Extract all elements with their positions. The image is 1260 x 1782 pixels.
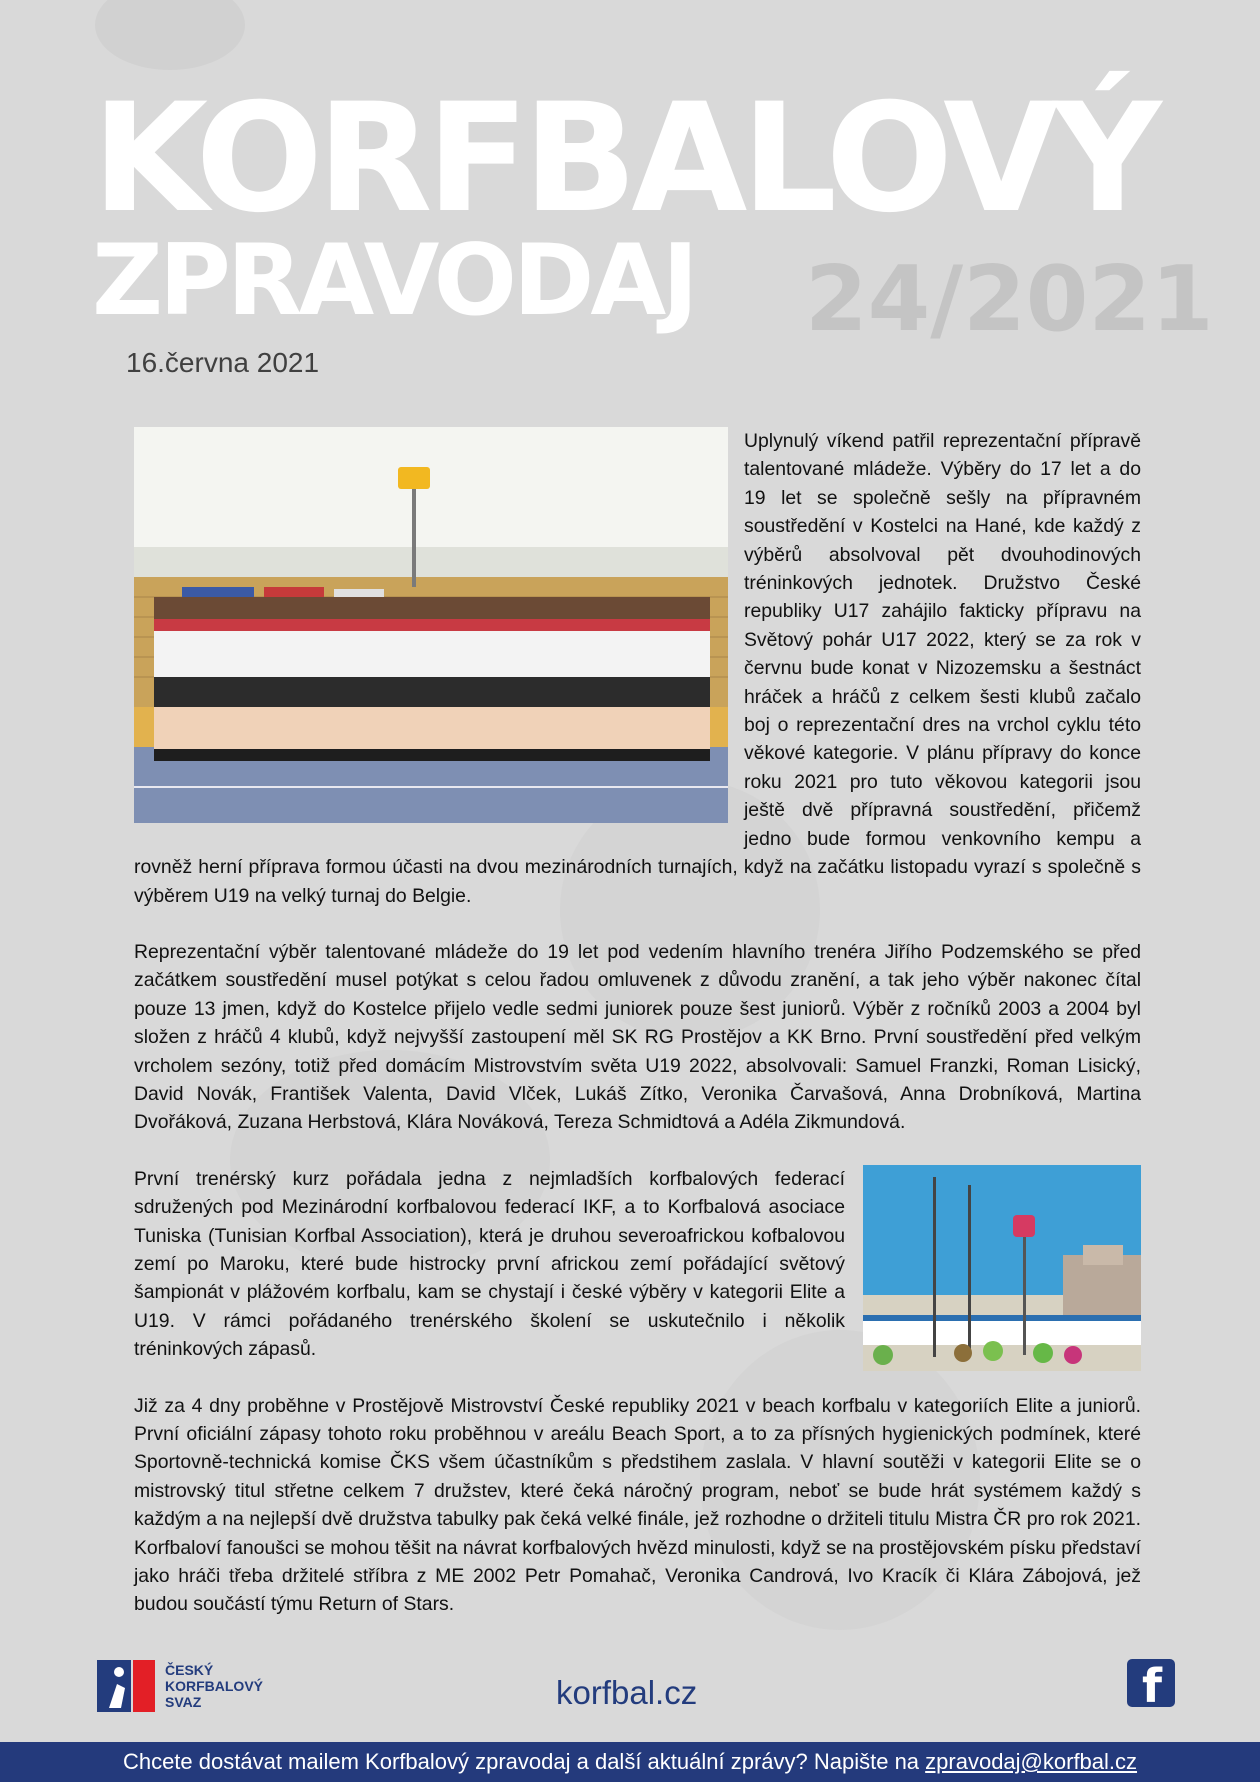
article-paragraph: Již za 4 dny proběhne v Prostějově Mistrovství České republiky 2021 v beach korfbalu v kategoriích Elite a juniorů. První oficiální zápasy tohoto roku proběhnou v areálu Beach Sport, a to za přísných hygienických podmínek, které Sportovně-technická komise ČKS všem účastníkům s předstihem zaslala. V hlavní soutěži v kategorii Elite se o mistrovský titul střetne celkem 7 družstev, které čeká náročný program, neboť se bude hrát systémem každý s každým a na nejlepší dvě družstva tabulky pak čeká velké finále, jež rozhodne o držiteli titulu Mistra ČR pro rok 2021. Korfbaloví fanoušci se mohou těšit na návrat korfbalových hvězd minulosti, když se na prostějovském písku představí jako hráči třeba držitelé stříbra z ME 2002 Petr Pomahač, Veronika Candrová, Ivo Kracík či Klára Zábojová, jež budou součástí týmu Return of Stars.: [134, 1394, 1141, 1616]
facebook-icon[interactable]: [1127, 1659, 1175, 1707]
website-link[interactable]: korfbal.cz: [556, 1674, 698, 1711]
subscribe-email-link[interactable]: zpravodaj@korfbal.cz: [925, 1749, 1138, 1774]
newsletter-content: [134, 427, 1141, 1647]
background-ball-shape: [95, 0, 245, 70]
cks-logo[interactable]: [97, 1658, 275, 1714]
subscribe-text: Chcete dostávat mailem Korfbalový zpravodaj a další aktuální zprávy? Napište na: [122, 1749, 926, 1774]
issue-number: 24/2021: [805, 247, 1214, 352]
article-paragraph: Reprezentační výběr talentované mládeže do 19 let pod vedením hlavního trenéra Jiřího Podzemského se před začátkem soustředění musel potýkat s celou řadou omluvenek z důvodu zranění, a tak jeho výběr nakonec čítal pouze 13 jmen, když do Kostelce přijelo vedle sedmi juniorek pouze šest juniorů. Výběr z ročníků 2003 a 2004 byl složen z hráčů 4 klubů, když nejvyšší zastoupení měl SK RG Prostějov a KK Brno. První soustředění před velkým vrcholem sezóny, totiž před domácím Mistrovstvím světa U19 2022, absolvovali: Samuel Franzki, Roman Lisický, David Novák, František Valenta, David Vlček, Lukáš Zítko, Veronika Čarvašová, Anna Drobníková, Martina Dvořáková, Zuzana Herbstová, Klára Nováková, Tereza Schmidtová a Adéla Zikmundová.: [134, 940, 1141, 1134]
masthead-subtitle: ZPRAVODAJ: [92, 224, 695, 338]
article-paragraph: [134, 427, 1141, 910]
issue-date: 16.června 2021: [126, 347, 320, 378]
article-paragraph: [134, 1165, 1141, 1364]
team-photo: [134, 427, 728, 823]
cks-logo-mark: [97, 1658, 155, 1714]
masthead-title: KORFBALOVÝ: [92, 72, 1156, 246]
cks-logo-text: ČESKÝ KORFBALOVÝ SVAZ: [165, 1662, 263, 1710]
article-text: Uplynulý víkend patřil reprezentační přípravě talentované mládeže. Výběry do 17 let a do 19 let se společně sešly na přípravném soustředění v Kostelci na Hané, kde každý z výběrů absolvoval pět dvouhodinových tréninkových jednotek. Družstvo České republiky U17 zahájilo fakticky přípravu na Světový pohár U17 2022, který se za rok v červnu bude konat v Nizozemsku a šestnáct hráček a hráčů z celkem šesti klubů začalo boj o reprezentační dres na vrchol cyklu této věkové kategorie. V plánu přípravy do konce roku 2021 pro tuto věkovou kategorii jsou ještě dvě přípravná soustředění, přičemž jedno bude formou venkovního kempu a rovněž herní příprava formou účasti na dvou mezinárodních turnajích, když na začátku listopadu vyrazí s společně s výběrem U19 na velký turnaj do Belgie.: [134, 430, 1141, 907]
facebook-glyph: f: [1142, 1659, 1163, 1707]
article-text: První trenérský kurz pořádala jedna z nejmladších korfbalových federací sdružených pod Mezinárodní korfbalovou federací IKF, a to Korfbalová asociace Tuniska (Tunisian Korfbal Association), která je druhou severoafrickou kofbalovou zemí po Maroku, které bude histrocky první africkou zemí pořádající světový šampionát v plážovém korfbalu, kam se chystají i české výběry v kategorii Elite a U19. V rámci pořádaného trenérského školení se uskutečnilo i několik tréninkových zápasů.: [134, 1167, 845, 1361]
subscribe-bar: [0, 1742, 1260, 1782]
beach-korfball-photo: [863, 1165, 1141, 1371]
